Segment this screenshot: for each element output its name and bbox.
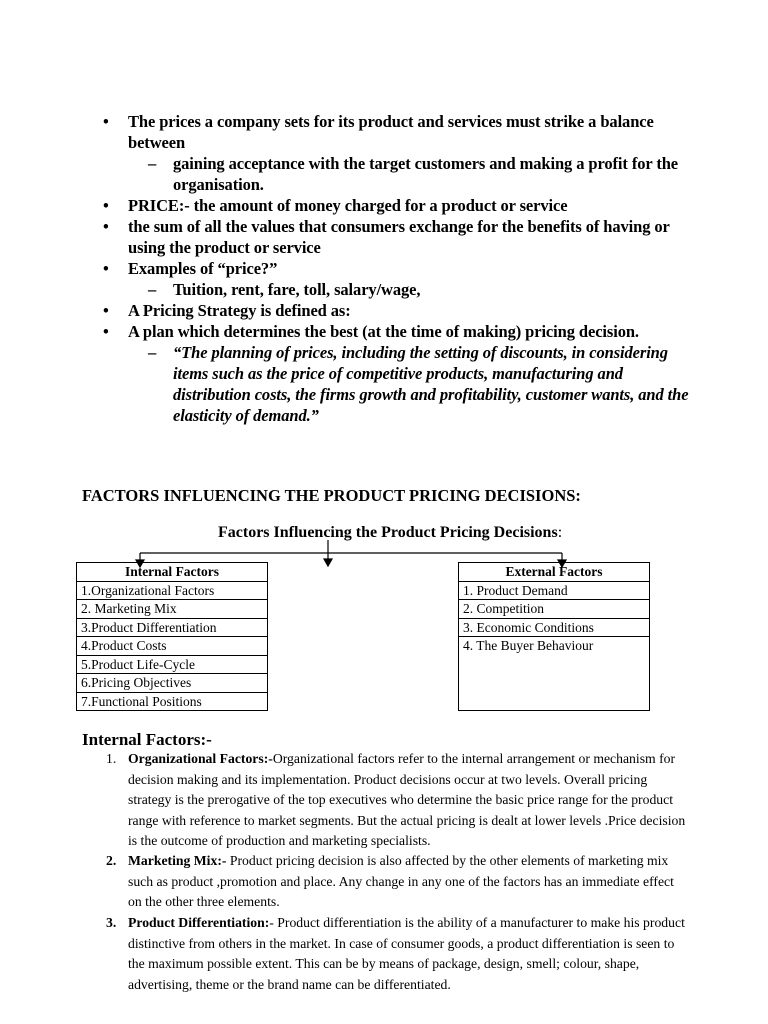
dash-marker: – bbox=[148, 343, 157, 362]
quote-text: distribution costs, the firms growth and profitability, customer wants, and the bbox=[173, 385, 689, 404]
internal-factor-item: 2. Marketing Mix bbox=[77, 600, 267, 619]
section-heading: FACTORS INFLUENCING THE PRODUCT PRICING DECISIONS: bbox=[82, 486, 581, 505]
paragraph-number: 2. bbox=[106, 853, 117, 868]
paragraph-line: Marketing Mix:- Product pricing decision is also affected by the other elements of marketing mix bbox=[128, 853, 669, 868]
dash-marker: – bbox=[148, 154, 157, 173]
quote-text: elasticity of demand.” bbox=[173, 406, 319, 425]
external-factor-item: 2. Competition bbox=[459, 600, 649, 619]
factor-paragraph-organizational bbox=[106, 749, 742, 852]
external-factor-item: 3. Economic Conditions bbox=[459, 619, 649, 638]
quote-text: items such as the price of competitive products, manufacturing and bbox=[173, 364, 623, 383]
paragraph-title: Product Differentiation: bbox=[128, 915, 270, 930]
paragraph-line: is the outcome of production and marketing specialists. bbox=[128, 833, 431, 848]
external-factor-item: 4. The Buyer Behaviour bbox=[463, 638, 594, 653]
bullet-marker: • bbox=[103, 196, 109, 215]
internal-factor-item: 4.Product Costs bbox=[77, 637, 267, 656]
quote-text: “The planning of prices, including the setting of discounts, in considering bbox=[173, 343, 668, 362]
diagram-title-text: Factors Influencing the Product Pricing Decisions bbox=[218, 524, 558, 541]
internal-factor-item: 6.Pricing Objectives bbox=[77, 674, 267, 693]
paragraph-line: Organizational Factors:-Organizational factors refer to the internal arrangement or mechanism for bbox=[128, 751, 676, 766]
paragraph-number: 1. bbox=[106, 751, 117, 766]
internal-factor-item: 7.Functional Positions bbox=[81, 693, 202, 709]
diagram-title-suffix: : bbox=[557, 524, 563, 541]
bullet-marker: • bbox=[103, 217, 109, 236]
external-factors-box bbox=[458, 562, 650, 711]
paragraph-line: on the other three elements. bbox=[128, 894, 280, 909]
factor-paragraph-marketing-mix bbox=[106, 851, 742, 913]
bullet-text: using the product or service bbox=[128, 238, 321, 257]
sub-bullet-text: gaining acceptance with the target customers and making a profit for the bbox=[173, 154, 679, 173]
bullet-marker: • bbox=[103, 112, 109, 131]
bullet-text: PRICE:- the amount of money charged for a product or service bbox=[128, 196, 568, 215]
paragraph-line: decision making and its implementation. Product decisions occur at two levels. Overall pricing bbox=[128, 771, 648, 787]
bullet-text: A plan which determines the best (at the time of making) pricing decision. bbox=[128, 322, 639, 341]
internal-factor-item: 1.Organizational Factors bbox=[77, 582, 267, 601]
paragraph-line: such as product ,promotion and place. Any change in any one of the factors has an immediate effect bbox=[128, 873, 674, 889]
bullet-marker: • bbox=[103, 322, 109, 341]
dash-marker: – bbox=[148, 280, 157, 299]
paragraph-line: distinctive from others in the market. In case of consumer goods, a product differentiation is seen to bbox=[128, 935, 675, 951]
bullet-marker: • bbox=[103, 301, 109, 320]
bullet-text: between bbox=[128, 133, 186, 152]
sub-bullet-text: organisation. bbox=[173, 175, 264, 194]
bullet-text: The prices a company sets for its product and services must strike a balance bbox=[128, 112, 654, 131]
paragraph-line: the maximum possible extent. This can be by means of package, design, smell; colour, shape, bbox=[128, 956, 640, 971]
external-factor-item: 1. Product Demand bbox=[459, 582, 649, 601]
bullet-text: Examples of “price?” bbox=[128, 259, 278, 278]
bullet-text: A Pricing Strategy is defined as: bbox=[128, 301, 351, 320]
internal-factor-item: 3.Product Differentiation bbox=[77, 619, 267, 638]
center-arrow-head bbox=[324, 559, 332, 566]
bullet-text: the sum of all the values that consumers exchange for the benefits of having or bbox=[128, 217, 670, 236]
paragraph-title: Marketing Mix:- bbox=[128, 853, 227, 868]
internal-factors-heading: Internal Factors:- bbox=[82, 730, 212, 749]
paragraph-title: Organizational Factors:- bbox=[128, 751, 273, 766]
paragraph-number: 3. bbox=[106, 915, 117, 930]
paragraph-line: Product Differentiation:- Product differentiation is the ability of a manufacturer to make his product bbox=[128, 915, 685, 930]
paragraph-line: advertising, theme or the brand name can be differentiated. bbox=[128, 976, 451, 992]
paragraph-line: range with reference to market segments. But the actual pricing is dealt at lower levels .Price decision bbox=[128, 812, 686, 828]
factor-paragraph-product-differentiation bbox=[106, 913, 742, 995]
external-factors-header: External Factors bbox=[459, 563, 649, 582]
internal-factors-box bbox=[76, 562, 268, 711]
bullet-marker: • bbox=[103, 259, 109, 278]
internal-factor-item: 5.Product Life-Cycle bbox=[77, 656, 267, 675]
internal-factors-header: Internal Factors bbox=[77, 563, 267, 582]
paragraph-line: strategy is the prerogative of the top executives who determine the basic price range for the product bbox=[128, 792, 674, 807]
sub-bullet-text: Tuition, rent, fare, toll, salary/wage, bbox=[173, 280, 421, 299]
